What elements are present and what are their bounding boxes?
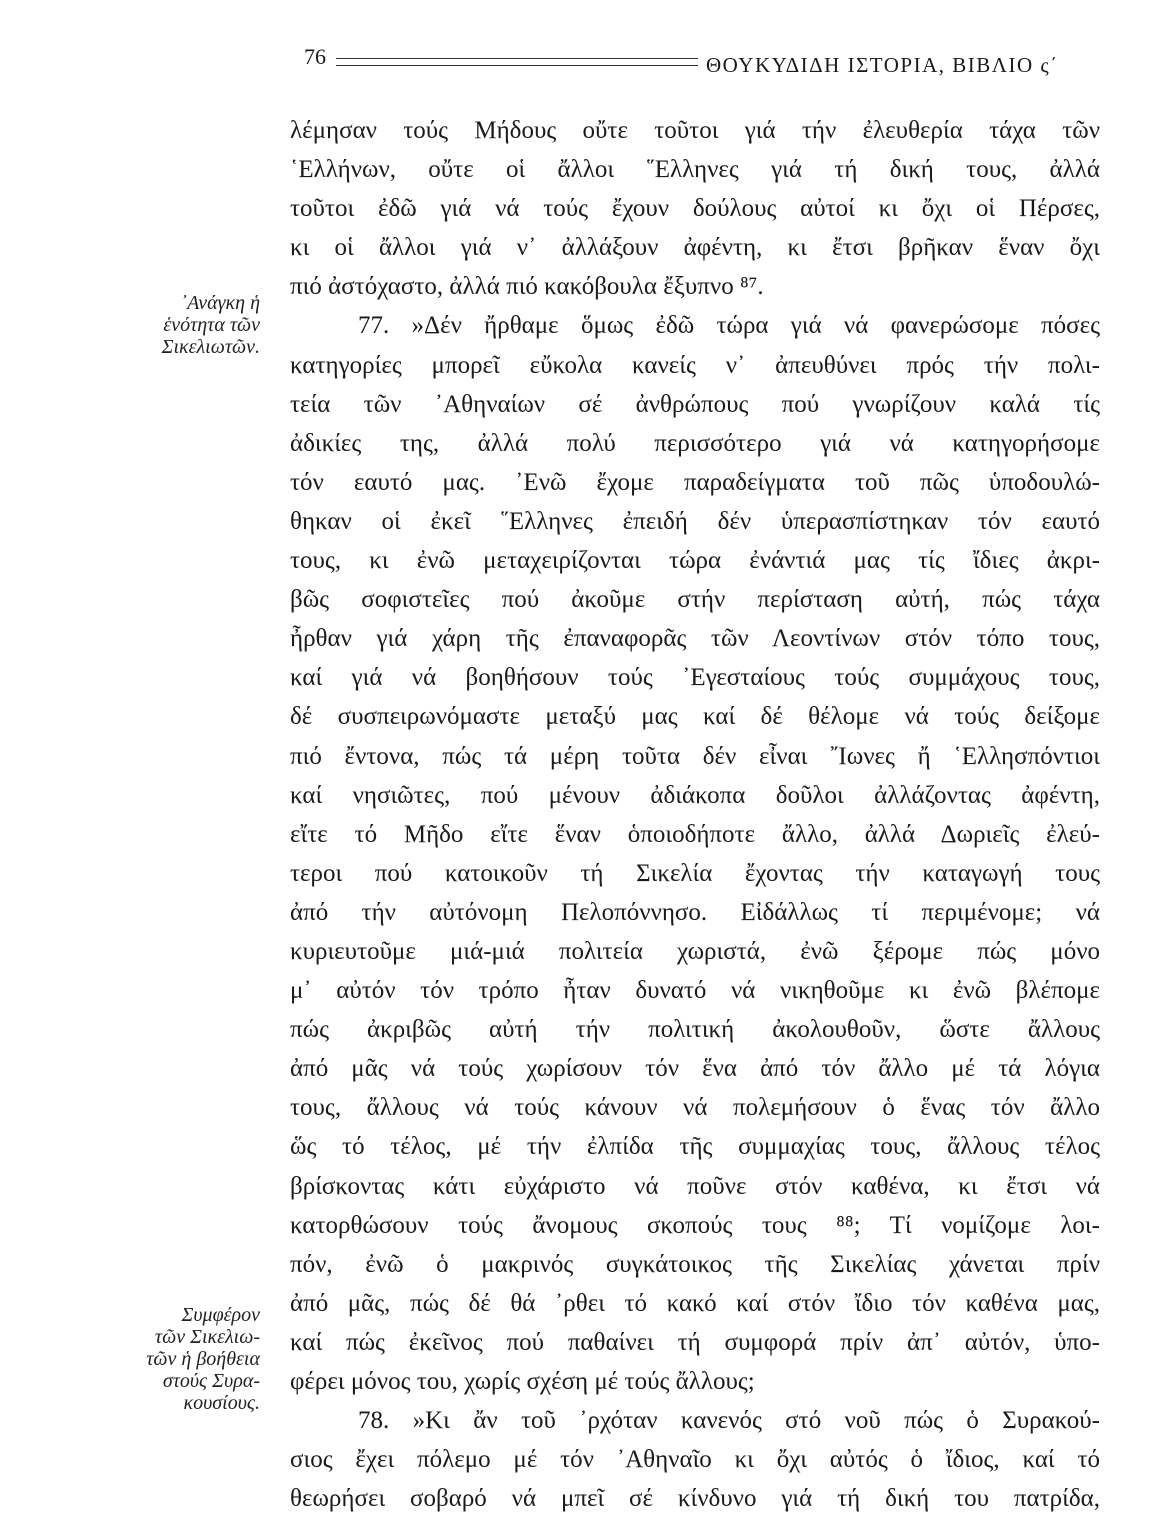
margin-note-line: στούς Συρα- <box>162 1370 260 1392</box>
text-line: τόν εαυτό μας. ᾿Ενῶ ἔχομε παραδείγματα τοῦ πῶς ὑποδουλώ- <box>290 468 1100 496</box>
text-line: θηκαν οἱ ἐκεῖ ῞Ελληνες ἐπειδή δέν ὑπερασπίστηκαν τόν εαυτό <box>290 507 1100 535</box>
text-line: κι οἱ ἄλλοι γιά ν᾿ ἀλλάξουν ἀφέντη, κι ἔτσι βρῆκαν ἕναν ὄχι <box>290 234 1100 262</box>
text-line: πώς ἀκριβῶς αὐτή τήν πολιτική ἀκολουθοῦν, ὥστε ἄλλους <box>290 1016 1100 1044</box>
text-line: κατηγορίες μπορεῖ εὔκολα κανείς ν᾿ ἀπευθύνει πρός τήν πολι- <box>290 351 1100 379</box>
text-line: εἴτε τό Μῆδο εἴτε ἕναν ὁποιοδήποτε ἄλλο, ἀλλά Δωριεῖς ἐλεύ- <box>290 820 1100 848</box>
text-line: τοῦτοι ἐδῶ γιά νά τούς ἔχουν δούλους αὐτοί κι ὄχι οἱ Πέρσες, <box>290 195 1100 223</box>
text-line: πόν, ἐνῶ ὁ μακρινός συγκάτοικος τῆς Σικελίας χάνεται πρίν <box>290 1250 1100 1278</box>
main-text-column <box>290 111 1100 1518</box>
text-line: καί γιά νά βοηθήσουν τούς ᾿Εγεσταίους τούς συμμάχους τους, <box>290 664 1100 692</box>
bleed-through-mark <box>130 118 270 208</box>
text-line: μ᾿ αὐτόν τόν τρόπο ἦταν δυνατό νά νικηθοῦμε κι ἐνῶ βλέπομε <box>290 977 1100 1005</box>
margin-note <box>10 1304 260 1414</box>
text-line: ἀπό μᾶς, πώς δέ θά ᾿ρθει τό κακό καί στόν ἴδιο τόν καθένα μας, <box>290 1289 1100 1317</box>
text-line: πιό ἔντονα, πώς τά μέρη τοῦτα δέν εἶναι ῎Ιωνες ἤ ῾Ελλησπόντιοι <box>290 742 1100 770</box>
text-line: δέ συσπειρωνόμαστε μεταξύ μας καί δέ θέλομε νά τούς δείξομε <box>290 703 1100 731</box>
text-line: ἀδικίες της, ἀλλά πολύ περισσότερο γιά νά κατηγορήσομε <box>290 429 1100 457</box>
text-line: καί πώς ἐκεῖνος πού παθαίνει τή συμφορά πρίν ἀπ᾿ αὐτόν, ὑπο- <box>290 1328 1100 1356</box>
margin-note-line: ᾿Ανάγκη ἡ <box>180 292 260 314</box>
running-title: ΘΟΥΚΥΔΙΔΗ ΙΣΤΟΡΙΑ, ΒΙΒΛΙΟ ς΄ <box>706 53 1059 77</box>
margin-note-line: τῶν Σικελιω- <box>154 1326 260 1348</box>
text-line: ὥς τό τέλος, μέ τήν ἐλπίδα τῆς συμμαχίας τους, ἄλλους τέλος <box>290 1133 1100 1161</box>
text-line: τους, κι ἐνῶ μεταχειρίζονται τώρα ἐνάντιά μας τίς ἴδιες ἀκρι- <box>290 547 1100 575</box>
text-line: ἀπό τήν αὐτόνομη Πελοπόννησο. Εἰδάλλως τί περιμένομε; νά <box>290 898 1100 926</box>
text-line: φέρει μόνος του, χωρίς σχέση μέ τούς ἄλλους; <box>290 1368 755 1395</box>
text-line: τους, ἄλλους νά τούς κάνουν νά πολεμήσουν ὁ ἕνας τόν ἄλλο <box>290 1094 1100 1122</box>
text-line: θεωρήσει σοβαρό νά μπεῖ σέ κίνδυνο γιά τή δική του πατρίδα, <box>290 1485 1100 1513</box>
text-line: ῾Ελλήνων, οὔτε οἱ ἄλλοι ῞Ελληνες γιά τή δική τους, ἀλλά <box>290 156 1100 184</box>
text-line: καί νησιῶτες, πού μένουν ἀδιάκοπα δοῦλοι ἀλλάζοντας ἀφέντη, <box>290 781 1100 809</box>
text-line: τεροι πού κατοικοῦν τή Σικελία ἔχοντας τήν καταγωγή τους <box>290 859 1100 887</box>
text-line: βρίσκοντας κάτι εὐχάριστο νά ποῦνε στόν καθένα, κι ἔτσι νά <box>290 1172 1100 1200</box>
section-78-start: 78. »Κι ἄν τοῦ ᾿ρχόταν κανενός στό νοῦ πώς ὁ Συρακού- <box>358 1407 1100 1435</box>
margin-note-line: Σικελιωτῶν. <box>161 336 260 358</box>
header-double-rule <box>336 58 698 66</box>
text-line: ἦρθαν γιά χάρη τῆς ἐπαναφορᾶς τῶν Λεοντίνων στόν τόπο τους, <box>290 625 1100 653</box>
margin-note-line: ἑνότητα τῶν <box>163 314 260 336</box>
page-number: 76 <box>304 44 326 69</box>
text-line: βῶς σοφιστεῖες πού ἀκοῦμε στήν περίσταση αὐτή, πώς τάχα <box>290 586 1100 614</box>
text-line: κυριευτοῦμε μιά-μιά πολιτεία χωριστά, ἐνῶ ξέρομε πώς μόνο <box>290 937 1100 965</box>
text-line: τεία τῶν ᾿Αθηναίων σέ ἀνθρώπους πού γνωρίζουν καλά τίς <box>290 390 1100 418</box>
text-line: ἀπό μᾶς νά τούς χωρίσουν τόν ἕνα ἀπό τόν ἄλλο μέ τά λόγια <box>290 1055 1100 1083</box>
margin-note <box>10 292 260 358</box>
margin-note-line: τῶν ἡ βοήθεια <box>146 1348 260 1370</box>
margin-note-line: κουσίους. <box>183 1392 260 1414</box>
text-line: κατορθώσουν τούς ἄνομους σκοπούς τους ⁸⁸; Τί νομίζομε λοι- <box>290 1211 1100 1239</box>
text-line: σιος ἔχει πόλεμο μέ τόν ᾿Αθηναῖο κι ὄχι αὐτός ὁ ἴδιος, καί τό <box>290 1446 1100 1474</box>
text-line: λέμησαν τούς Μήδους οὔτε τοῦτοι γιά τήν ἐλευθερία τάχα τῶν <box>290 117 1100 144</box>
text-line: πιό ἀστόχαστο, ἀλλά πιό κακόβουλα ἔξυπνο ⁸⁷. <box>290 273 764 301</box>
margin-note-line: Συμφέρον <box>181 1304 260 1326</box>
section-77-start: 77. »Δέν ἤρθαμε ὅμως ἐδῶ τώρα γιά νά φανερώσομε πόσες <box>358 312 1100 340</box>
